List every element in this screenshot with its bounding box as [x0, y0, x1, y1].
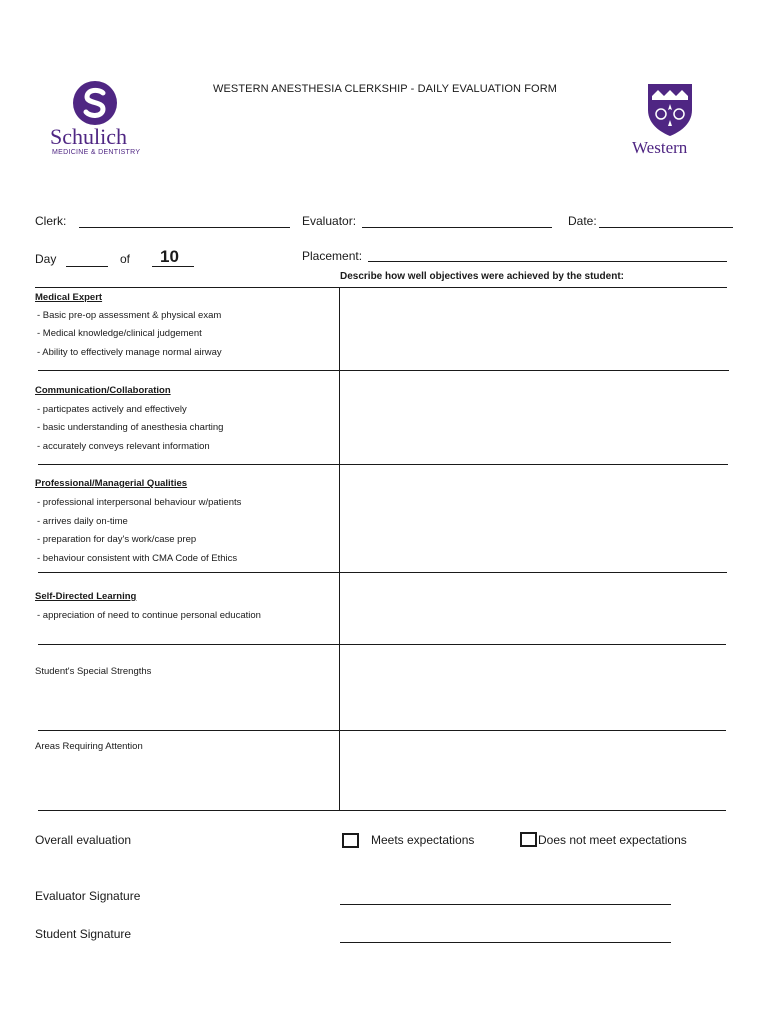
list-item: - particpates actively and effectively	[37, 404, 187, 415]
list-item: - accurately conveys relevant information	[37, 441, 210, 452]
list-item: - Medical knowledge/clinical judgement	[37, 328, 202, 339]
section-heading-self-directed: Self-Directed Learning	[35, 591, 137, 602]
evaluator-label: Evaluator:	[302, 214, 357, 228]
attention-comment-box[interactable]	[341, 732, 727, 808]
list-item: - preparation for day's work/case prep	[37, 534, 197, 545]
table-top-line	[35, 287, 727, 288]
list-item: - basic understanding of anesthesia charting	[37, 422, 224, 433]
evaluator-signature-label: Evaluator Signature	[35, 889, 141, 903]
does-not-meet-checkbox[interactable]	[520, 832, 537, 847]
row-line-4	[38, 644, 726, 645]
western-logo	[630, 82, 710, 162]
strengths-label: Student's Special Strengths	[35, 666, 152, 677]
row-line-3	[38, 572, 727, 573]
placement-label: Placement:	[302, 249, 363, 263]
western-crest-icon	[646, 82, 694, 138]
form-title: WESTERN ANESTHESIA CLERKSHIP - DAILY EVALUATION FORM	[212, 83, 558, 95]
schulich-name: Schulich	[50, 124, 127, 149]
student-signature-label: Student Signature	[35, 927, 132, 941]
evaluator-field[interactable]	[362, 227, 552, 228]
day-total: 10	[160, 247, 179, 266]
row-line-2	[38, 464, 728, 465]
attention-label: Areas Requiring Attention	[35, 741, 143, 752]
meets-expectations-checkbox[interactable]	[342, 833, 359, 848]
section-heading-medical-expert: Medical Expert	[35, 292, 103, 303]
day-label: Day	[35, 252, 57, 266]
clerk-field[interactable]	[79, 227, 290, 228]
professional-comment-box[interactable]	[341, 466, 727, 570]
list-item: - Basic pre-op assessment & physical exam	[37, 310, 222, 321]
list-item: - behaviour consistent with CMA Code of Ethics	[37, 553, 238, 564]
section-heading-professional: Professional/Managerial Qualities	[35, 478, 188, 489]
schulich-s-mark-icon	[72, 80, 118, 126]
overall-evaluation-label: Overall evaluation	[35, 833, 132, 847]
medical-expert-comment-box[interactable]	[341, 289, 727, 369]
date-label: Date:	[568, 214, 597, 228]
list-item: - appreciation of need to continue personal education	[37, 610, 261, 621]
day-field[interactable]	[66, 266, 108, 267]
of-label: of	[120, 252, 131, 266]
self-directed-comment-box[interactable]	[341, 574, 727, 642]
student-signature-field[interactable]	[340, 942, 671, 943]
clerk-label: Clerk:	[35, 214, 67, 228]
communication-comment-box[interactable]	[341, 372, 727, 462]
list-item: - arrives daily on-time	[37, 516, 128, 527]
western-name: Western	[632, 138, 688, 157]
evaluator-signature-field[interactable]	[340, 904, 671, 905]
placement-field[interactable]	[368, 261, 727, 262]
list-item: - professional interpersonal behaviour w/patients	[37, 497, 242, 508]
row-line-6	[38, 810, 726, 811]
table-divider	[339, 287, 340, 811]
describe-heading: Describe how well objectives were achieved by the student:	[340, 271, 624, 282]
schulich-logo	[50, 80, 160, 160]
row-line-5	[38, 730, 726, 731]
meets-expectations-label: Meets expectations	[371, 833, 475, 847]
row-line-1	[38, 370, 729, 371]
date-field[interactable]	[599, 227, 733, 228]
schulich-subtitle: MEDICINE & DENTISTRY	[52, 149, 141, 156]
day-total-underline	[152, 266, 194, 267]
strengths-comment-box[interactable]	[341, 646, 727, 728]
list-item: - Ability to effectively manage normal airway	[37, 347, 222, 358]
does-not-meet-label: Does not meet expectations	[538, 833, 687, 847]
section-heading-communication: Communication/Collaboration	[35, 385, 171, 396]
